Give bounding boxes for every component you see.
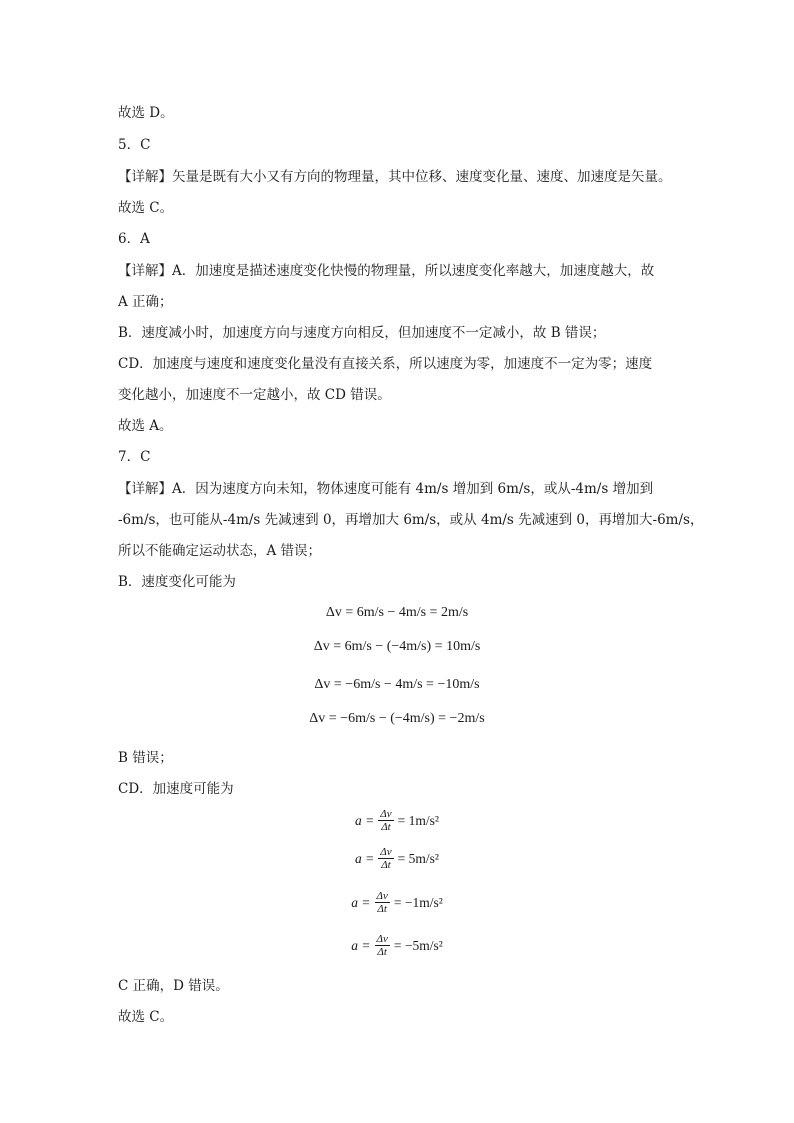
- equation-rhs: = 5m/s²: [397, 850, 439, 866]
- text-line: CD．加速度与速度和速度变化量没有直接关系，所以速度为零，加速度不一定为零；速度: [118, 356, 653, 372]
- text-line: C 正确，D 错误。: [118, 978, 229, 994]
- equation-lhs: a =: [355, 850, 375, 866]
- text-line: 【详解】A．加速度是描述速度变化快慢的物理量，所以速度变化率越大，加速度越大，故: [118, 263, 655, 279]
- text-line: 所以不能确定运动状态，A 错误；: [118, 543, 322, 559]
- velocity-equation: Δv = −6m/s − (−4m/s) = −2m/s: [309, 711, 485, 726]
- text-line: B．速度变化可能为: [118, 574, 236, 590]
- fraction-numerator: Δv: [380, 846, 392, 858]
- velocity-equation: Δv = −6m/s − 4m/s = −10m/s: [314, 677, 480, 692]
- fraction-numerator: Δv: [380, 808, 392, 820]
- fraction-numerator: Δv: [376, 933, 388, 945]
- text-line: 故选 D。: [118, 105, 174, 121]
- equation-lhs: a =: [351, 937, 371, 953]
- fraction-denominator: Δt: [381, 859, 391, 871]
- text-line: 故选 C。: [118, 200, 174, 216]
- fraction: [375, 890, 390, 915]
- text-line: -6m/s，也可能从-4m/s 先减速到 0，再增加大 6m/s，或从 4m/s 先减速到 0，再增加大-6m/s，: [118, 512, 704, 528]
- fraction: [378, 808, 393, 833]
- equation-lhs: a =: [355, 812, 375, 828]
- answer-5: 5．C: [118, 137, 151, 153]
- equation-rhs: = 1m/s²: [397, 812, 439, 828]
- text-line: B 错误；: [118, 750, 173, 766]
- fraction-denominator: Δt: [377, 903, 387, 915]
- text-line: 故选 C。: [118, 1009, 174, 1025]
- fraction-denominator: Δt: [377, 946, 387, 958]
- equation-rhs: = −5m/s²: [393, 937, 443, 953]
- acceleration-equation: [0, 933, 794, 958]
- velocity-equation: Δv = 6m/s − (−4m/s) = 10m/s: [313, 639, 481, 654]
- equation-lhs: a =: [351, 894, 371, 910]
- equation-rhs: = −1m/s²: [393, 894, 443, 910]
- text-line: 故选 A。: [118, 418, 173, 434]
- text-line: 变化越小，加速度不一定越小，故 CD 错误。: [118, 387, 391, 403]
- acceleration-equation: [0, 846, 794, 871]
- answer-6: 6．A: [118, 231, 150, 247]
- text-line: 【详解】矢量是既有大小又有方向的物理量，其中位移、速度变化量、速度、加速度是矢量。: [118, 169, 672, 185]
- text-line: 【详解】A．因为速度方向未知，物体速度可能有 4m/s 增加到 6m/s，或从-4m/s 增加到: [118, 481, 654, 497]
- acceleration-equation: [0, 808, 794, 833]
- text-line: B．速度减小时，加速度方向与速度方向相反，但加速度不一定减小，故 B 错误；: [118, 325, 606, 341]
- acceleration-equation: [0, 890, 794, 915]
- text-line: A 正确；: [118, 294, 173, 310]
- fraction-numerator: Δv: [376, 890, 388, 902]
- fraction: [378, 846, 393, 871]
- fraction-denominator: Δt: [381, 821, 391, 833]
- text-line: CD．加速度可能为: [118, 781, 234, 797]
- answer-7: 7．C: [118, 449, 151, 465]
- fraction: [375, 933, 390, 958]
- velocity-equation: Δv = 6m/s − 4m/s = 2m/s: [325, 605, 469, 620]
